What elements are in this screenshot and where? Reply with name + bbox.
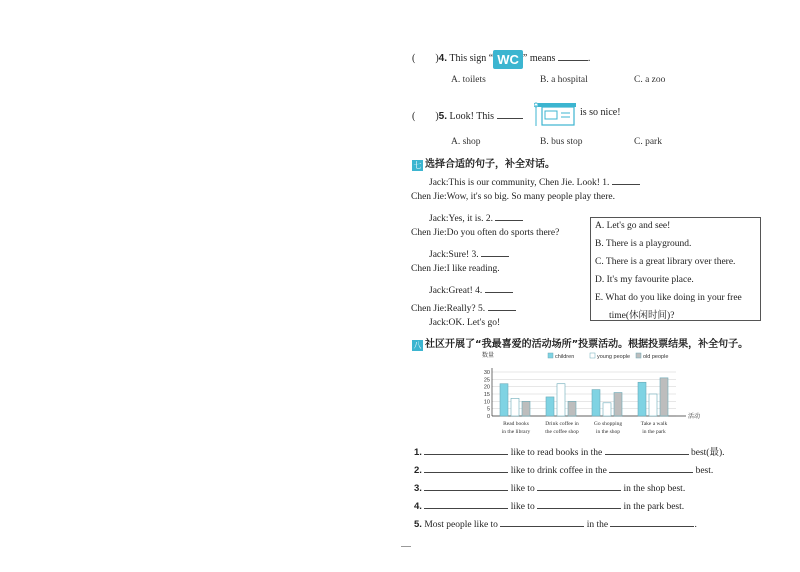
y-tick-label: 15	[483, 392, 490, 398]
q4-text-before: This sign “	[449, 53, 494, 64]
dialog-line-3	[429, 210, 523, 224]
bus-stop-icon	[534, 101, 578, 127]
y-tick-label: 20	[483, 384, 490, 391]
x-category-label: in the library	[501, 429, 531, 435]
bar-young-people	[557, 384, 565, 416]
sentence-end: best(最).	[691, 448, 725, 458]
sentence-5-blank-a[interactable]	[500, 516, 584, 527]
legend-label: old people	[643, 354, 669, 360]
q5-answer-blank[interactable]	[497, 108, 523, 119]
dialog-line-1	[429, 174, 640, 188]
y-tick-label: 0	[486, 414, 490, 420]
dialog-text: Sure! 3.	[448, 250, 479, 260]
sentence-2-blank-a[interactable]	[424, 462, 508, 473]
sentence-1-blank-a[interactable]	[424, 444, 508, 455]
q5-option-a[interactable]: A. shop	[451, 137, 481, 147]
sentence-end: in the	[586, 520, 609, 530]
dialog-speaker: Jack:	[429, 286, 449, 296]
bar-old-people	[614, 393, 622, 416]
x-category-label: in the shop	[595, 429, 621, 435]
y-tick-label: 10	[483, 399, 490, 406]
x-category-label: Read books	[503, 421, 529, 427]
choice-d: D. It's my favourite place.	[595, 275, 694, 285]
vote-bar-chart	[470, 348, 700, 440]
q4-paren: ( )	[412, 53, 439, 64]
q4-end: .	[587, 53, 591, 64]
dialog-speaker: Jack:	[429, 178, 449, 188]
sentence-text: like to read books in the	[510, 448, 603, 458]
dialog-speaker: Jack:	[429, 214, 449, 224]
sentence-text: like to drink coffee in the	[510, 466, 607, 476]
x-category-label: the coffee shop	[545, 429, 579, 435]
legend-swatch	[590, 353, 595, 358]
sentence-number: 2.	[414, 465, 422, 476]
dialog-line-5	[429, 246, 509, 260]
dialog-text: Wow, it's so big. So many people play there.	[446, 192, 616, 202]
choice-e: E. What do you like doing in your free	[595, 293, 742, 303]
sentence-number: 1.	[414, 447, 422, 458]
y-tick-label: 30	[483, 370, 490, 376]
wc-sign-icon: WC	[493, 50, 523, 69]
sentence-1	[414, 444, 725, 458]
sentence-2	[414, 462, 713, 476]
dialog-speaker: Jack:	[429, 250, 449, 260]
sentence-3	[414, 480, 685, 494]
q4-number: 4.	[438, 53, 448, 64]
sentence-text: Most people like to	[424, 520, 498, 530]
sentence-4	[414, 498, 684, 512]
bar-young-people	[649, 394, 657, 416]
section-7-heading	[412, 154, 555, 172]
dialog-speaker: Chen Jie:	[411, 264, 447, 274]
y-tick-label: 5	[486, 406, 490, 413]
q4-option-a[interactable]: A. toilets	[451, 75, 486, 85]
dialog-text: Yes, it is. 2.	[448, 214, 493, 224]
dialog-blank-3[interactable]	[481, 246, 509, 257]
dialog-blank-1[interactable]	[612, 174, 640, 185]
dialog-line-9	[429, 318, 500, 328]
q4-line	[412, 49, 590, 69]
legend-swatch	[548, 353, 553, 358]
bar-old-people	[660, 378, 668, 416]
dialog-text: OK. Let's go!	[448, 318, 501, 328]
q5-paren: ( )	[412, 111, 439, 122]
dialog-text: I like reading.	[446, 264, 500, 274]
dialog-text: Really? 5.	[446, 304, 486, 314]
q5-option-b[interactable]: B. bus stop	[540, 137, 583, 147]
dialog-line-2	[411, 192, 615, 202]
bar-children	[592, 390, 600, 416]
q5-line	[412, 107, 523, 122]
y-tick-label: 25	[483, 377, 490, 384]
dialog-line-6	[411, 264, 500, 274]
q5-text-after: is so nice!	[580, 107, 621, 118]
section-8-title: 社区开展了“我最喜爱的活动场所”投票活动。根据投票结果，补全句子。	[425, 339, 749, 350]
choice-e-cont: time(休闲时间)?	[609, 311, 675, 321]
q4-text-after: ” means	[522, 53, 556, 64]
y-axis-label: 数量	[482, 353, 495, 359]
dialog-blank-4[interactable]	[485, 282, 513, 293]
bar-children	[638, 382, 646, 416]
sentence-1-blank-b[interactable]	[605, 444, 689, 455]
sentence-end: best.	[695, 466, 714, 476]
q4-option-b[interactable]: B. a hospital	[540, 75, 588, 85]
sentence-4-blank-b[interactable]	[537, 498, 621, 509]
sentence-text: like to	[510, 484, 535, 494]
bar-young-people	[603, 403, 611, 416]
dialog-line-8	[411, 300, 516, 314]
sentence-end: in the shop best.	[623, 484, 686, 494]
choice-a: A. Let's go and see!	[595, 221, 671, 231]
legend-swatch	[636, 353, 641, 358]
q5-option-c[interactable]: C. park	[634, 137, 662, 147]
x-category-label: Take a walk	[640, 421, 668, 427]
sentence-number: 4.	[414, 501, 422, 512]
page-mark-divider	[401, 546, 411, 547]
section-8-icon: 八	[413, 341, 422, 350]
bar-children	[500, 384, 508, 416]
x-category-label: in the park	[642, 429, 666, 435]
sentence-3-blank-b[interactable]	[537, 480, 621, 491]
dialog-blank-2[interactable]	[495, 210, 523, 221]
dialog-speaker: Jack:	[429, 318, 449, 328]
sentence-4-blank-a[interactable]	[424, 498, 508, 509]
bar-old-people	[568, 401, 576, 416]
sentence-end: in the park best.	[623, 502, 685, 512]
dialog-text: Do you often do sports there?	[446, 228, 560, 238]
sentence-5	[414, 516, 697, 530]
bar-old-people	[522, 401, 530, 416]
dialog-speaker: Chen Jie:	[411, 228, 447, 238]
sentence-5-blank-b[interactable]	[610, 516, 694, 527]
dialog-blank-5[interactable]	[488, 300, 516, 311]
sentence-number: 5.	[414, 519, 422, 530]
dialog-text: This is our community, Chen Jie. Look! 1.	[448, 178, 610, 188]
dialog-speaker: Chen Jie:	[411, 192, 447, 202]
q5-number: 5.	[438, 111, 448, 122]
q4-option-c[interactable]: C. a zoo	[634, 75, 666, 85]
sentence-3-blank-a[interactable]	[424, 480, 508, 491]
legend-label: children	[555, 354, 575, 360]
bar-children	[546, 397, 554, 416]
choice-b: B. There is a playground.	[595, 239, 692, 249]
dialog-speaker: Chen Jie:	[411, 304, 447, 314]
legend-label: young people	[597, 354, 631, 360]
x-axis-label: 活动	[688, 414, 700, 420]
sentence-2-blank-b[interactable]	[609, 462, 693, 473]
bar-young-people	[511, 398, 519, 416]
sentence-text: like to	[510, 502, 535, 512]
choices-box	[590, 217, 761, 321]
x-category-label: Drink coffee in	[545, 421, 579, 427]
dialog-text: Great! 4.	[448, 286, 483, 296]
sentence-tail: .	[694, 520, 697, 530]
dialog-line-4	[411, 228, 559, 238]
section-7-title: 选择合适的句子，补全对话。	[425, 159, 555, 170]
x-category-label: Go shopping	[593, 421, 623, 427]
q5-text-before: Look! This	[449, 111, 495, 122]
choice-c: C. There is a great library over there.	[595, 257, 736, 267]
q4-answer-blank[interactable]	[558, 50, 588, 61]
dialog-line-7	[429, 282, 513, 296]
section-7-icon: 七	[413, 161, 422, 170]
sentence-number: 3.	[414, 483, 422, 494]
